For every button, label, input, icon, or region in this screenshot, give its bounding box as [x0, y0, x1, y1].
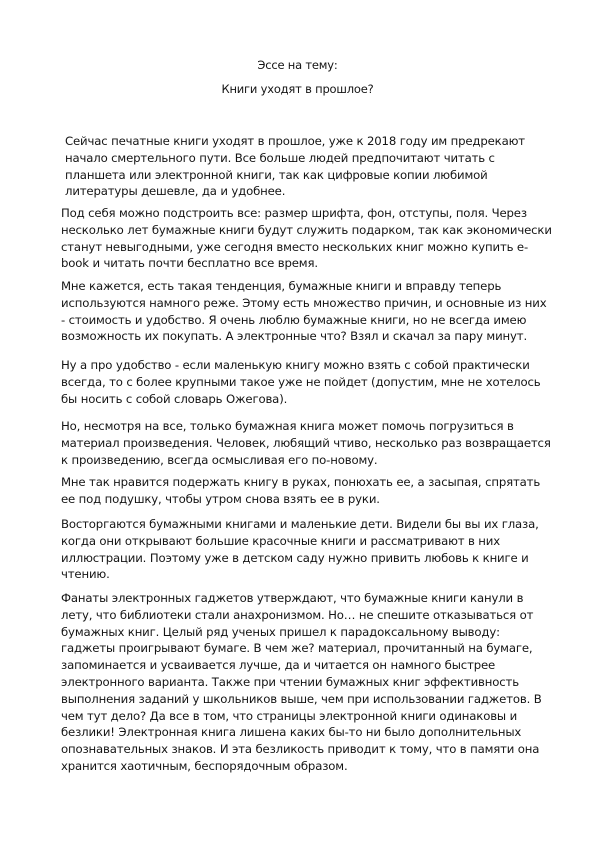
- paragraph-line: электронного варианта. Также при чтении бумажных книг эффективность: [61, 674, 519, 689]
- paragraph-line: материал произведения. Человек, любящий чтиво, несколько раз возвращается: [61, 435, 551, 450]
- paragraph-line: - стоимость и удобство. Я очень люблю бумажные книги, но не всегда имею: [61, 312, 527, 327]
- paragraph-line: Ну а про удобство - если маленькую книгу можно взять с собой практически: [61, 358, 530, 372]
- paragraph-line: используются намного реже. Этому есть множество причин, и основные из них: [61, 295, 547, 310]
- paragraph-4: [61, 357, 551, 407]
- paragraph-1: [65, 133, 555, 200]
- paragraph-line: запоминается и усваивается лучше, да и читается он намного быстрее: [61, 658, 496, 673]
- paragraph-line: планшета или электронной книги, так как цифровые копии любимой: [65, 167, 488, 182]
- paragraph-line: Но, несмотря на все, только бумажная книга может помочь погрузиться в: [61, 419, 514, 433]
- paragraph-line: лету, что библиотеки стали анахронизмом. Но… не спешите отказываться от: [61, 607, 534, 622]
- paragraph-line: чтению.: [61, 567, 110, 582]
- paragraph-line: бы носить с собой словарь Ожегова).: [61, 391, 288, 406]
- paragraph-6: [61, 474, 551, 508]
- paragraph-line: к произведению, всегда осмысливая его по-новому.: [61, 452, 378, 467]
- paragraph-7: [61, 516, 551, 583]
- paragraph-line: ее под подушку, чтобы утром снова взять ее в руки.: [61, 491, 380, 506]
- paragraph-line: безлики! Электронная книга лишена каких бы-то ни было дополнительных: [61, 725, 522, 740]
- paragraph-3: [61, 278, 551, 345]
- paragraph-5: [61, 418, 551, 468]
- paragraph-line: чем тут дело? Да все в том, что страницы электронной книги одинаковы и: [61, 708, 518, 723]
- paragraph-line: когда они открывают большие красочные книги и рассматривают в них: [61, 533, 501, 548]
- paragraph-line: возможность их покупать. А электронные что? Взял и скачал за пару минут.: [61, 329, 528, 344]
- paragraph-line: литературы дешевле, да и удобнее.: [65, 184, 286, 199]
- paragraph-line: Сейчас печатные книги уходят в прошлое, уже к 2018 году им предрекают: [65, 134, 525, 148]
- paragraph-line: гаджеты проигрывают бумаге. В чем же? материал, прочитанный на бумаге,: [61, 641, 533, 656]
- paragraph-line: хранится хаотичным, беспорядочным образом.: [61, 758, 348, 773]
- paragraph-line: Фанаты электронных гаджетов утверждают, что бумажные книги канули в: [61, 591, 524, 605]
- paragraph-line: станут невыгодными, уже сегодня вместо нескольких книг можно купить e-: [61, 239, 529, 254]
- paragraph-line: опознавательных знаков. И эта безликость приводит к тому, что в памяти она: [61, 742, 540, 757]
- essay-label: Эссе на тему:: [257, 58, 338, 72]
- paragraph-line: иллюстрации. Поэтому уже в детском саду нужно привить любовь к книге и: [61, 550, 529, 565]
- paragraph-line: выполнения заданий у школьников выше, чем при использовании гаджетов. В: [61, 691, 542, 706]
- paragraph-8: [61, 590, 551, 775]
- paragraph-line: Мне кажется, есть такая тенденция, бумажные книги и вправду теперь: [61, 279, 502, 293]
- paragraph-line: book и читать почти бесплатно все время.: [61, 256, 318, 271]
- paragraph-2: [61, 205, 551, 272]
- paragraph-line: Под себя можно подстроить все: размер шрифта, фон, отступы, поля. Через: [61, 206, 527, 220]
- paragraph-line: Мне так нравится подержать книгу в руках, понюхать ее, а засыпая, спрятать: [61, 475, 541, 489]
- paragraph-line: начало смертельного пути. Все больше людей предпочитают читать с: [65, 150, 495, 165]
- paragraph-line: несколько лет бумажные книги будут служить подарком, так как экономически: [61, 222, 552, 237]
- paragraph-line: бумажных книг. Целый ряд ученых пришел к парадоксальному выводу:: [61, 624, 500, 639]
- paragraph-line: Восторгаются бумажными книгами и маленькие дети. Видели бы вы их глаза,: [61, 517, 539, 531]
- paragraph-line: всегда, то с более крупными такое уже не пойдет (допустим, мне не хотелось: [61, 374, 541, 389]
- essay-title: Книги уходят в прошлое?: [221, 82, 374, 96]
